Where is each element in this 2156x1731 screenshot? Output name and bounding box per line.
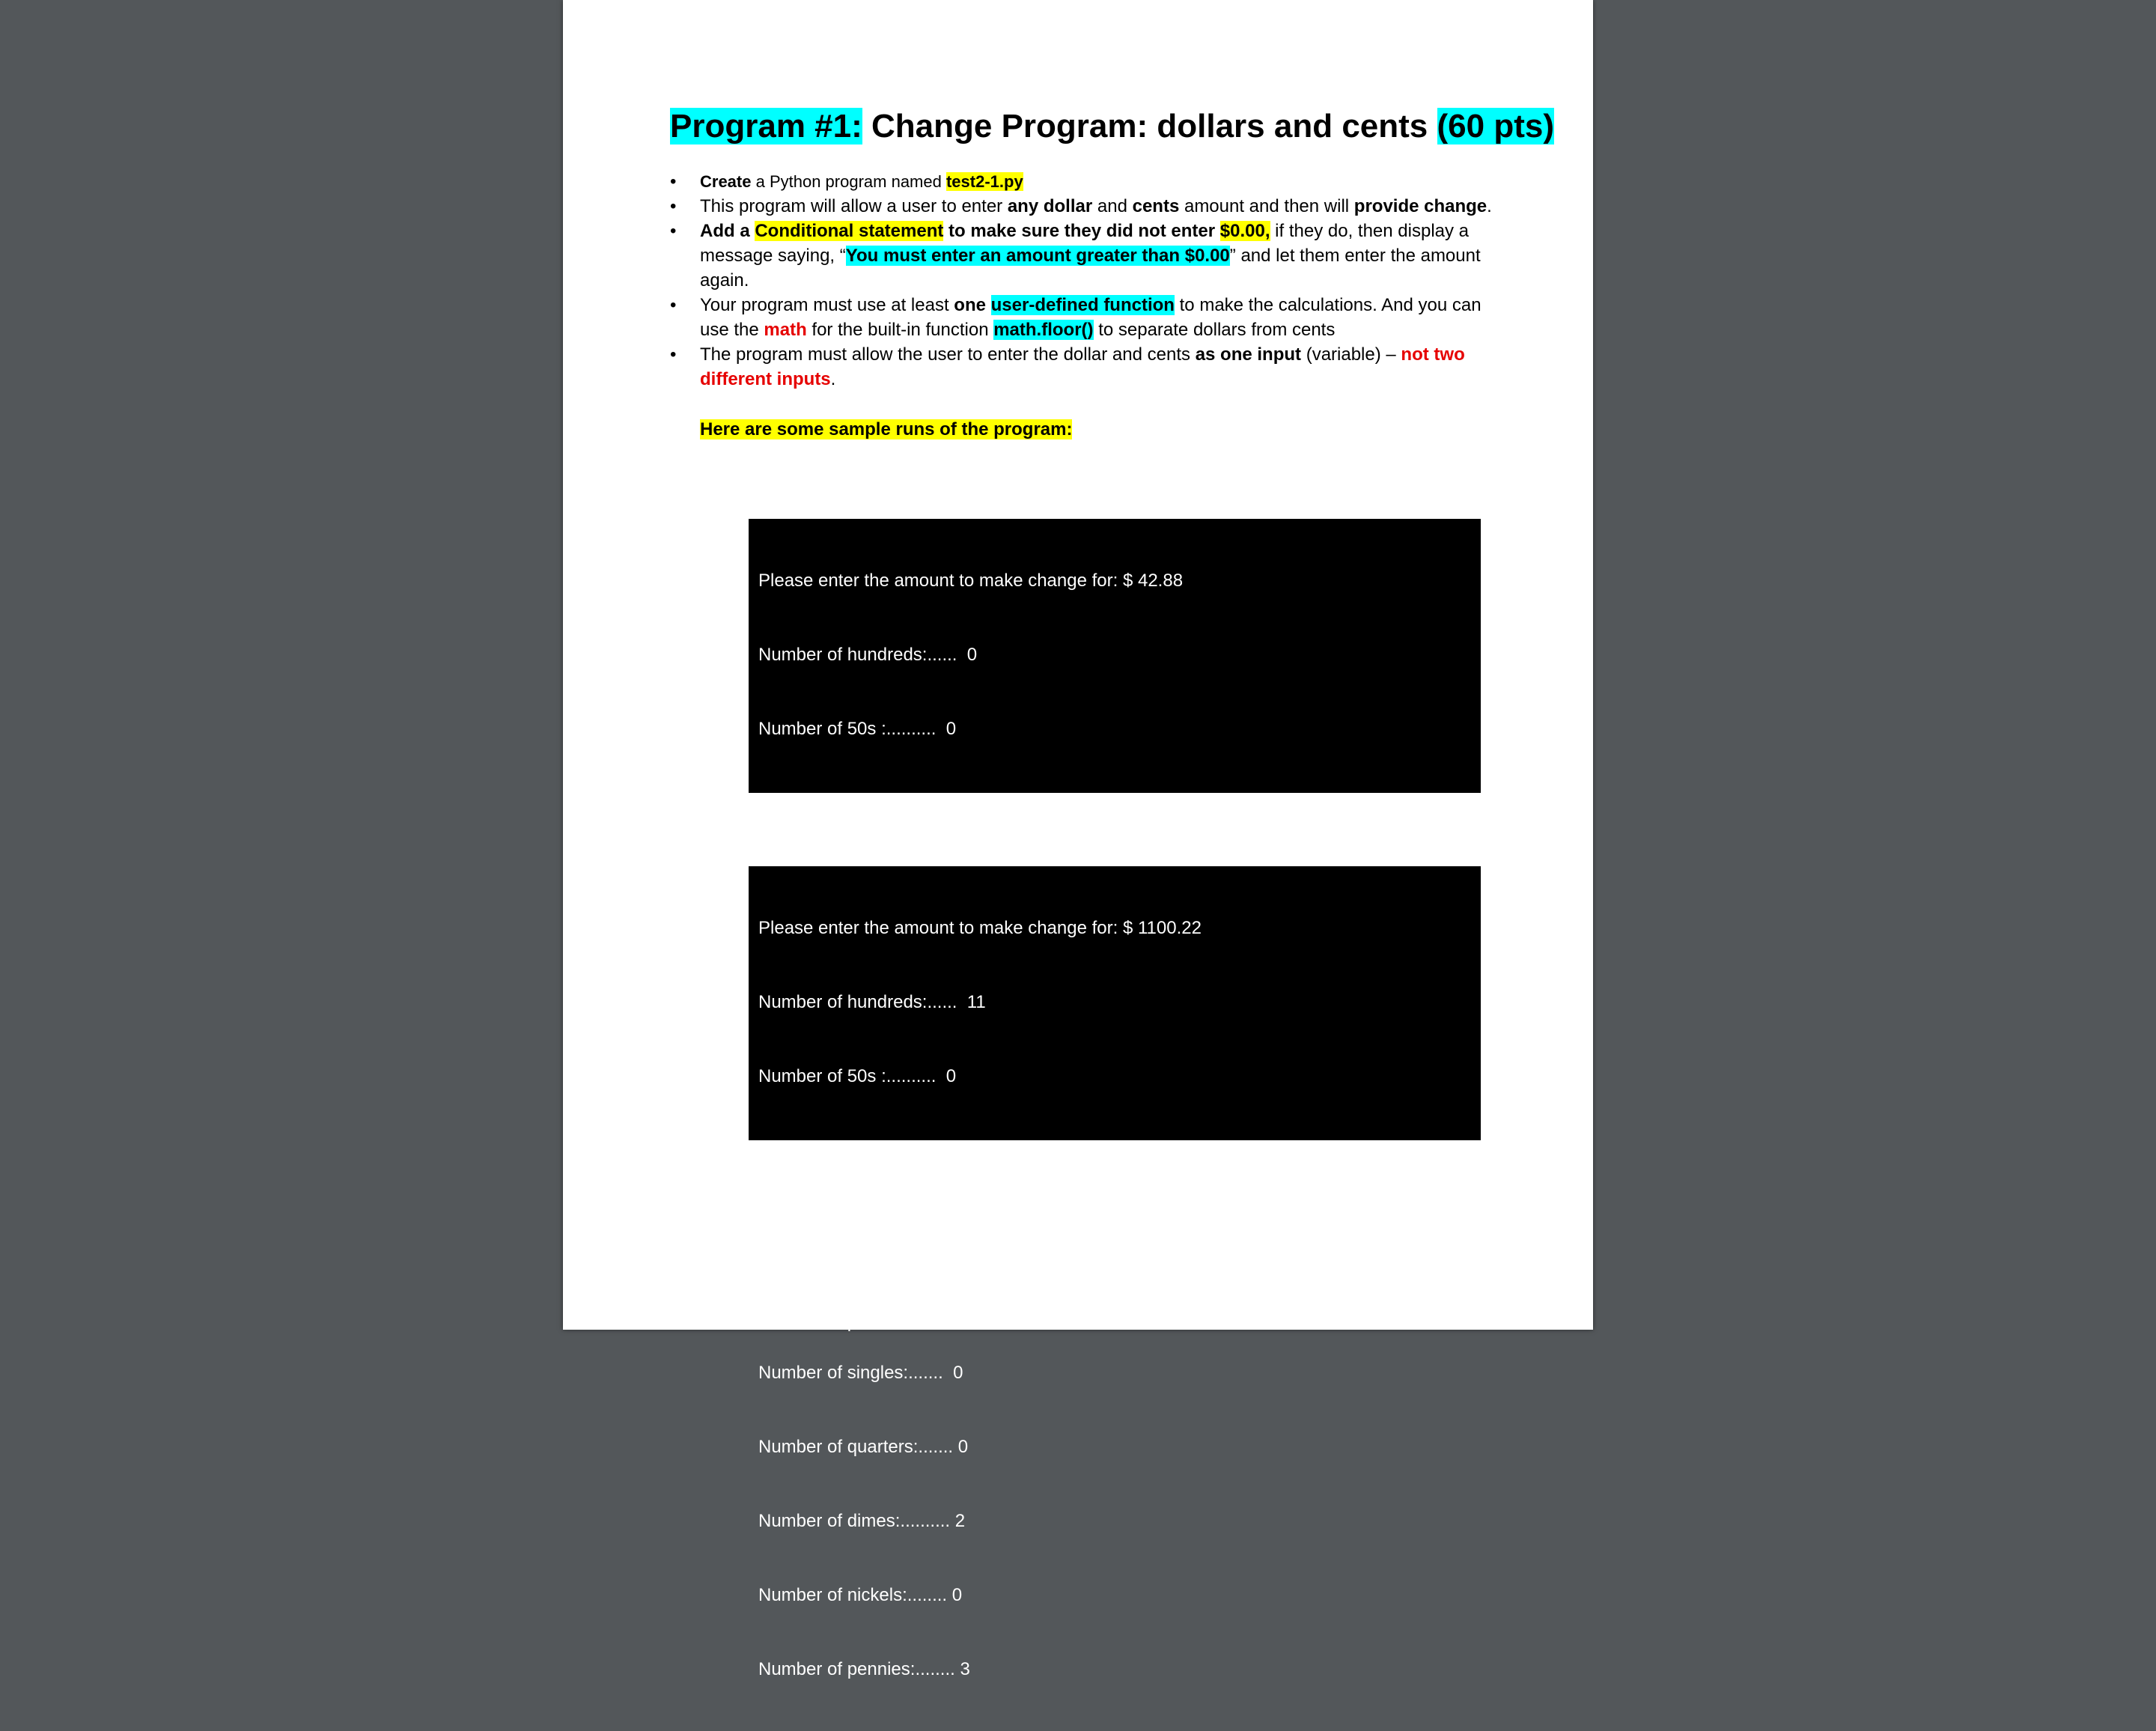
console-line: Number of pennies:........ 3 [758,1659,970,1679]
console-line: Number of fives:......... 0 [758,1289,954,1309]
console-line: Number of hundreds:...... 11 [758,992,986,1012]
console-line: Please enter the amount to make change for: $ 42.88 [758,571,1184,591]
console-line: Number of dimes:.......... 2 [758,1511,966,1531]
b4-one: one [954,295,986,315]
sample-runs-heading [700,417,1501,442]
b2-text-1: This program will allow a user to enter [700,196,1008,216]
b4-text-1: Your program must use at least [700,295,954,315]
console-line: Number of tens:.......... 0 [758,1214,957,1235]
b2-provide-change: provide change [1353,196,1487,216]
list-item [700,169,1501,194]
title-program-label: Program #1: [670,108,862,144]
b4-floor-highlight: math.floor() [993,320,1094,340]
b2-text-2: and [1092,196,1133,216]
page-content [670,105,1554,442]
b2-text-4: . [1487,196,1492,216]
console-line: Number of 50s :.......... 0 [758,1066,957,1086]
b4-udf-highlight: user-defined function [990,295,1175,315]
console-line: Number of dimes:.......... 1 [758,1163,966,1184]
create-keyword: Create [700,172,752,191]
console-line: Number of singles:....... 0 [758,1363,963,1383]
b5-text-3: . [830,369,836,389]
b4-math-red: math [764,320,807,340]
b3-make-sure: to make sure they did not enter [943,221,1220,241]
filename-highlight: test2-1.py [945,172,1023,191]
document-page [563,0,1593,1679]
console-line: Number of hundreds:...... 0 [758,645,978,665]
b4-text-3: to make the calculations. And you can use the [700,295,1482,340]
b2-cents: cents [1132,196,1180,216]
b1-text: a Python program named [751,172,946,191]
console-line: Please enter the amount to make change for: $ 1100.22 [758,918,1202,938]
console-line: Number of nickels:........ 0 [758,1238,963,1258]
b3-text-2: ” and let them enter the amount again. [700,246,1481,290]
console-line: Number of pennies:........ 4 [758,1312,970,1332]
sample-runs-heading-text: Here are some sample runs of the program: [700,419,1073,439]
requirements-list [670,169,1501,392]
list-item [700,342,1501,392]
b5-text-2: (variable) – [1301,344,1401,365]
b4-text-2 [986,295,991,315]
b3-text-1: if they do, then display a message saying, “ [700,221,1470,266]
console-line: Number of quarters:....... 0 [758,1437,969,1457]
list-item [700,194,1501,219]
console-line: Number of 20s:........... 0 [758,1140,957,1160]
b2-text-3: amount and then will [1179,196,1354,216]
console-line: Number of 50s :.......... 0 [758,719,957,739]
list-item [700,293,1501,342]
list-item [700,219,1501,293]
b2-any-dollar: any dollar [1007,196,1093,216]
b3-conditional-highlight: Conditional statement [755,221,944,241]
console-line: Number of 20s:........... 2 [758,793,957,813]
b4-text-5: to separate dollars from cents [1093,320,1336,340]
b5-text-1: The program must allow the user to enter the dollar and cents [700,344,1196,365]
page-title [670,105,1554,148]
b5-one-input: as one input [1195,344,1302,365]
b3-message-highlight: You must enter an amount greater than $0.00 [845,246,1230,266]
b4-text-4: for the built-in function [806,320,994,340]
b3-add-a: Add a [700,221,755,241]
console-line: Number of nickels:........ 0 [758,1585,963,1605]
b3-zero-highlight: $0.00, [1219,221,1270,241]
b5-not-two-red: not two different inputs [700,344,1465,389]
title-points: (60 pts) [1437,108,1554,144]
title-main-text: Change Program: dollars and cents [862,108,1437,144]
